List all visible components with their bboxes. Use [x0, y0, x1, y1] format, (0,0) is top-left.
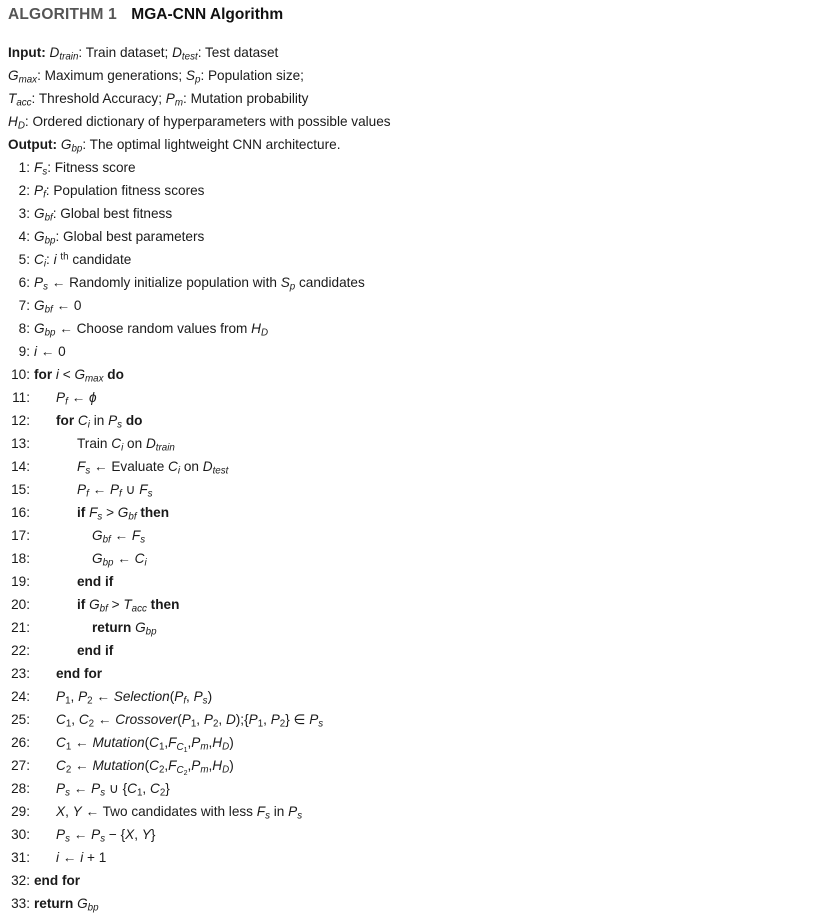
algorithm-step — [8, 662, 828, 685]
step-code: $C_1$, $C_2$ ← $Crossover(P_1$, $P_2$, $D);\{P_1$, $P_2$} ∈ $P_s$ — [56, 712, 324, 730]
step-number: 26: — [11, 735, 30, 750]
step-code: $G_{bf}$ ← $F_s$ — [92, 528, 146, 546]
step-code: $P_f$ ← ϕ — [56, 390, 97, 408]
step-number: 2: — [18, 183, 30, 198]
algorithm-step — [8, 616, 828, 639]
io-line: Input: $D_{train}$: Train dataset; $D_{test}$: Test dataset — [8, 45, 279, 63]
algorithm-step — [8, 248, 828, 271]
io-line: Output: $G_{bp}$: The optimal lightweight CNN architecture. — [8, 137, 341, 155]
step-code: if $F_s > G_{bf}$ then — [77, 505, 170, 523]
step-code: X, Y ← Two candidates with less $F_s$ in $P_s$ — [56, 804, 303, 822]
algorithm-io-section — [8, 41, 828, 156]
step-number: 15: — [11, 482, 30, 497]
step-number: 22: — [11, 643, 30, 658]
algorithm-step — [8, 570, 828, 593]
algorithm-step — [8, 317, 828, 340]
algorithm-step — [8, 708, 828, 731]
step-code: $G_{bp}$ ← $C_i$ — [92, 551, 147, 569]
step-code: $C_2$ ← $Mutation(C_2,F_{C_2},P_m,H_D)$ — [56, 758, 234, 777]
algorithm-step — [8, 547, 828, 570]
step-code: $C_i$: i $^{th}$ candidate — [34, 251, 132, 270]
step-number: 27: — [11, 758, 30, 773]
algorithm-step — [8, 202, 828, 225]
algorithm-number: ALGORITHM 1 — [8, 6, 117, 23]
step-code: $G_{bp}$: Global best parameters — [34, 229, 205, 247]
step-number: 32: — [11, 873, 30, 888]
step-code: i ← 0 — [34, 344, 66, 359]
algorithm-step — [8, 777, 828, 800]
algorithm-step — [8, 593, 828, 616]
algorithm-step — [8, 432, 828, 455]
step-number: 31: — [11, 850, 30, 865]
step-number: 6: — [18, 275, 30, 290]
algorithm-step — [8, 455, 828, 478]
step-number: 21: — [11, 620, 30, 635]
algorithm-step — [8, 731, 828, 754]
step-code: for $i < G_{max}$ do — [34, 367, 124, 385]
step-number: 23: — [11, 666, 30, 681]
step-number: 12: — [11, 413, 30, 428]
step-number: 7: — [18, 298, 30, 313]
step-code: $P_s$ ← $P_s - \{X$, Y} — [56, 827, 156, 845]
step-code: $C_1$ ← $Mutation(C_1,F_{C_1},P_m,H_D)$ — [56, 735, 234, 754]
algorithm-step — [8, 892, 828, 915]
step-code: Train $C_i$ on $D_{train}$ — [77, 436, 175, 454]
step-code: end if — [77, 643, 114, 658]
step-code: i ← i + 1 — [56, 850, 107, 865]
algorithm-step — [8, 800, 828, 823]
io-line: $T_{acc}$: Threshold Accuracy; $P_m$: Mutation probability — [8, 91, 309, 109]
step-number: 24: — [11, 689, 30, 704]
step-number: 8: — [18, 321, 30, 336]
step-number: 16: — [11, 505, 30, 520]
step-number: 30: — [11, 827, 30, 842]
algorithm-step — [8, 501, 828, 524]
step-number: 19: — [11, 574, 30, 589]
step-number: 11: — [12, 390, 30, 405]
algorithm-step — [8, 685, 828, 708]
step-number: 9: — [18, 344, 30, 359]
step-code: $P_f$: Population fitness scores — [34, 183, 205, 201]
step-number: 13: — [11, 436, 30, 451]
step-code: $P_1$, $P_2$ ← $Selection(P_f$, $P_s$) — [56, 689, 213, 707]
io-line: $G_{max}$: Maximum generations; $S_p$: Population size; — [8, 68, 304, 86]
algorithm-step — [8, 225, 828, 248]
algorithm-step — [8, 363, 828, 386]
step-number: 18: — [11, 551, 30, 566]
step-number: 14: — [11, 459, 30, 474]
step-code: end for — [56, 666, 103, 681]
step-number: 3: — [18, 206, 30, 221]
step-number: 4: — [18, 229, 30, 244]
algorithm-step — [8, 524, 828, 547]
step-code: $G_{bp}$ ← Choose random values from $H_D$ — [34, 321, 269, 339]
step-number: 1: — [18, 160, 30, 175]
algorithm-step — [8, 639, 828, 662]
step-code: end if — [77, 574, 114, 589]
algorithm-step — [8, 294, 828, 317]
step-code: $P_f$ ← $P_f$ ∪ $F_s$ — [77, 482, 153, 500]
step-code: return $G_{bp}$ — [34, 896, 99, 914]
step-code: $F_s$ ← Evaluate $C_i$ on $D_{test}$ — [77, 459, 229, 477]
algorithm-step — [8, 869, 828, 892]
algorithm-step — [8, 478, 828, 501]
algorithm-block — [8, 3, 828, 915]
step-code: for $C_i$ in $P_s$ do — [56, 413, 143, 431]
algorithm-steps — [8, 156, 828, 915]
step-number: 29: — [11, 804, 30, 819]
algorithm-step — [8, 846, 828, 869]
step-code: $P_s$ ← Randomly initialize population with $S_p$ candidates — [34, 275, 365, 293]
step-number: 25: — [11, 712, 30, 727]
io-line: $H_D$: Ordered dictionary of hyperparameters with possible values — [8, 114, 391, 132]
algorithm-step — [8, 409, 828, 432]
step-number: 5: — [18, 252, 30, 267]
step-code: $F_s$: Fitness score — [34, 160, 136, 178]
step-number: 28: — [11, 781, 30, 796]
algorithm-step — [8, 156, 828, 179]
algorithm-step — [8, 271, 828, 294]
step-number: 17: — [11, 528, 30, 543]
step-code: end for — [34, 873, 81, 888]
algorithm-step — [8, 386, 828, 409]
algorithm-step — [8, 754, 828, 777]
step-number: 33: — [11, 896, 30, 911]
step-code: $G_{bf}$: Global best fitness — [34, 206, 173, 224]
step-number: 20: — [11, 597, 30, 612]
step-code: return $G_{bp}$ — [92, 620, 157, 638]
algorithm-step — [8, 823, 828, 846]
step-number: 10: — [11, 367, 30, 382]
algorithm-step — [8, 340, 828, 363]
step-code: if $G_{bf} > T_{acc}$ then — [77, 597, 180, 615]
algorithm-name: MGA-CNN Algorithm — [131, 6, 284, 23]
algorithm-title — [8, 3, 828, 27]
step-code: $P_s$ ← $P_s$ ∪ {$C_1$, $C_2$} — [56, 781, 170, 799]
step-code: $G_{bf}$ ← 0 — [34, 298, 82, 316]
algorithm-step — [8, 179, 828, 202]
